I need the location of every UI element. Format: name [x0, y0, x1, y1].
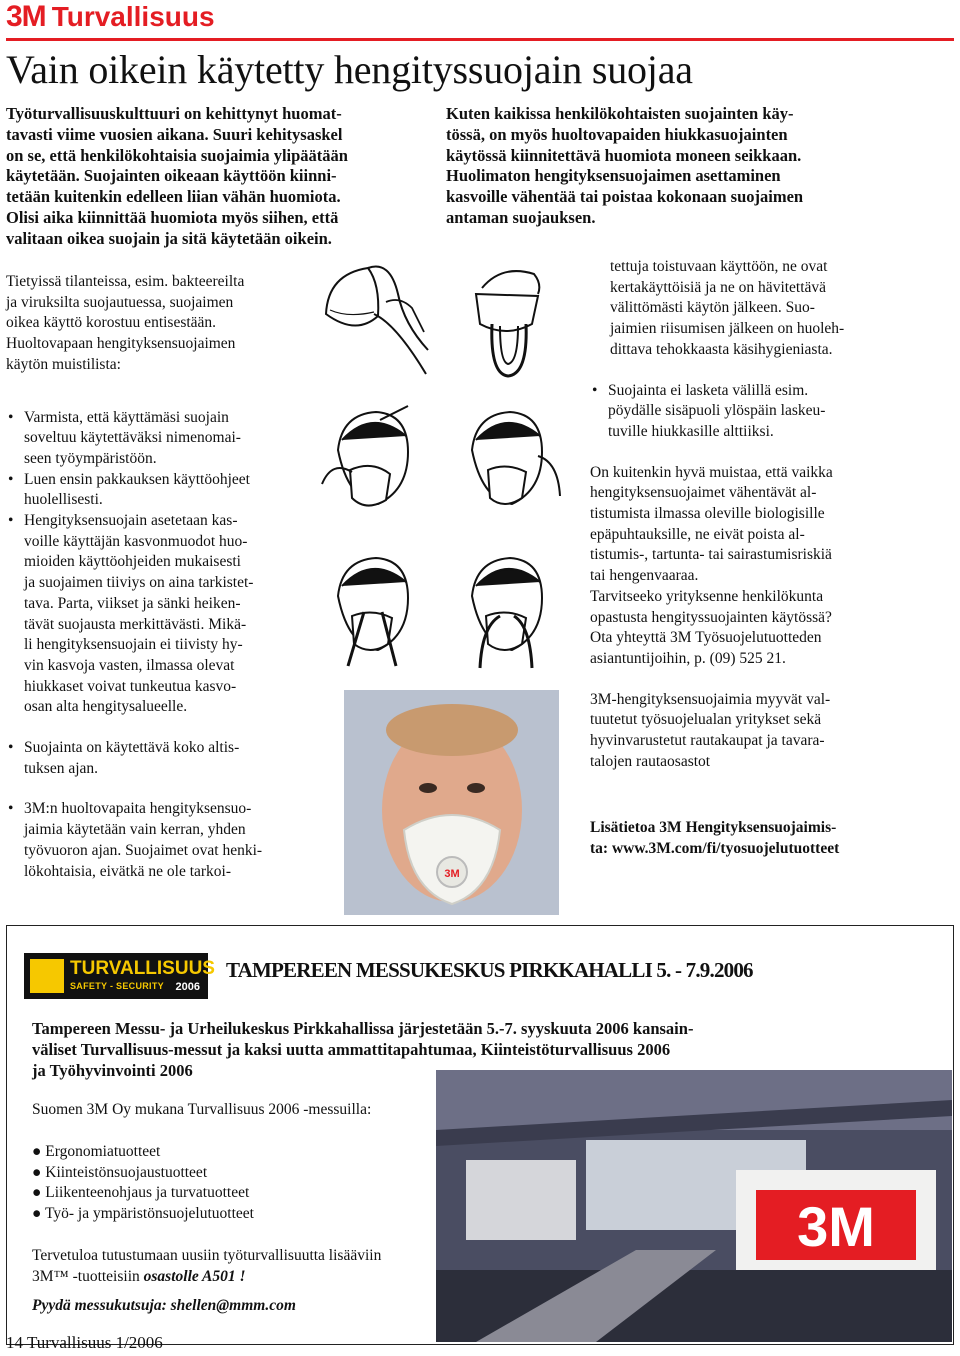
- more-info: Lisätietoa 3M Hengityksensuojaimis- ta: www.3M.com/fi/tyosuojelutuotteet: [590, 818, 862, 859]
- list-item: • Luen ensin pakkauksen käyttöohjeet huolellisesti.: [6, 470, 278, 511]
- intro-line: Olisi aika kiinnittää huomiota myös siihen, että: [6, 207, 339, 227]
- checklist: [6, 799, 278, 882]
- article-headline: Vain oikein käytetty hengityssuojain suojaa: [6, 47, 693, 92]
- intro-line: antaman suojauksen.: [446, 207, 596, 227]
- welcome-text: Tervetuloa tutustumaan uusiin työturvallisuutta lisääviin 3M™ -tuotteisiin osastolle A501 !: [32, 1247, 382, 1285]
- checklist: [6, 738, 278, 779]
- step-6-illustration: [442, 546, 570, 674]
- intro-line: valitaan oikea suojain ja sitä käytetään oikein.: [6, 228, 332, 248]
- step-1-illustration: [308, 254, 436, 382]
- intro-line: tavasti viime vuosien aikana. Suuri kehitysaskel: [6, 124, 343, 144]
- more-info-link[interactable]: ta: www.3M.com/fi/tyosuojelutuotteet: [590, 840, 840, 858]
- body-paragraph: Tietyissä tilanteissa, esim. bakteereilta ja viruksilta suojautuessa, suojaimen oikea käyttö korostuu entisestään. Huoltovapaan hengityksensuojaimen käytön muistilista:: [6, 273, 245, 373]
- list-item: • Suojainta on käytettävä koko altis- tuksen ajan.: [6, 738, 278, 779]
- respirator-instructions: [300, 250, 575, 915]
- right-column: [590, 257, 862, 860]
- page-footer: 14 Turvallisuus 1/2006: [6, 1333, 163, 1352]
- exhibit-intro: Suomen 3M Oy mukana Turvallisuus 2006 -messuilla:: [32, 1101, 372, 1118]
- intro-line: kasvoille vähentää tai poistaa kokonaan suojaimen: [446, 187, 804, 207]
- intro-right: [446, 104, 862, 229]
- intro-line: käytetään. Suojainten oikeaan käyttöön kiinni-: [6, 166, 337, 186]
- masthead: [6, 2, 215, 32]
- masthead-rule: [6, 38, 954, 41]
- mask-3m-logo: 3M: [444, 868, 460, 880]
- checklist: [590, 381, 862, 443]
- intro-left: [6, 104, 420, 250]
- intro-line: Huolimaton hengityksensuojaimen asettaminen: [446, 166, 781, 186]
- contact-email[interactable]: Pyydä messukutsuja: shellen@mmm.com: [32, 1297, 296, 1314]
- list-item: ● Ergonomiatuotteet: [32, 1143, 161, 1160]
- list-item: • Varmista, että käyttämäsi suojain soveltuu käytettäväksi nimenomai- seen työympäristöön.: [6, 408, 278, 470]
- 3m-logo: 3M: [6, 0, 46, 33]
- body-paragraph: 3M-hengityksensuojaimia myyvät val- tuutetut työsuojelualan yritykset sekä hyvinvarustetut rautakaupat ja tavara- talojen rautaosastot: [590, 690, 831, 770]
- intro-line: tetään kuitenkin edelleen liian vähän huomiota.: [6, 187, 341, 207]
- step-4-illustration: [442, 400, 570, 528]
- step-5-illustration: [308, 546, 436, 674]
- man-wearing-respirator-photo: [344, 690, 559, 915]
- event-lead: Tampereen Messu- ja Urheilukeskus Pirkkahallissa järjestetään 5.-7. syyskuuta 2006 kansain- väliset Turvallisuus-messut ja kaksi uutta ammattitapahtumaa, Kiinteistöturvallisuus 2006 ja Työhyvinvointi 2006: [32, 1019, 694, 1080]
- list-item: • Hengityksensuojain asetetaan kas- voille käyttäjän kasvonmuodot huo- mioiden käyttöohjeiden mukaisesti ja suojaimen tiiviys on aina tarkistet- tava. Parta, viikset ja sänki heiken- tävät suojausta merkittävästi. Mikä- li hengityksensuojain ei tiivisty hy- vin kasvoja vasten, ilmassa olevat hiukkaset voivat tunkeutua kasvo- osan alta hengitysalueelle.: [6, 511, 278, 718]
- intro-line: Työturvallisuuskulttuuri on kehittynyt huomat-: [6, 104, 342, 123]
- list-item: ● Liikenteenohjaus ja turvatuotteet: [32, 1184, 250, 1202]
- step-2-illustration: [442, 254, 570, 382]
- continued-bullet-text: tettuja toistuvaan käyttöön, ne ovat kertakäyttöisiä ja ne on hävitettävä välittömästi käytön jälkeen. Suo- jaimien riisumisen jälkeen on huoleh- dittava tehokkaasta käsihygieniasta.: [610, 258, 845, 358]
- body-paragraph: On kuitenkin hyvä muistaa, että vaikka hengityksensuojaimet vähentävät al- tistumista ilmassa oleville biologisille epäpuhtauksille, ne eivät poista al- tistumis-, tartunta- tai sairastumisriskiä tai hengenvaaraa. Tarvitseeko yrityksenne henkilökunta opastusta hengityssuojainten käytössä? Ota yhteyttä 3M Työsuojelutuotteden asiantuntijoihin, p. (09) 525 21.: [590, 463, 833, 667]
- turvallisuus-2006-logo: TURVALLISUUS SAFETY - SECURITY 2006: [24, 953, 208, 999]
- product-list: [32, 1142, 254, 1225]
- list-item: ● Työ- ja ympäristönsuojelutuotteet: [32, 1205, 254, 1223]
- list-item: ● Kiinteistönsuojaustuotteet: [32, 1163, 208, 1181]
- left-column: [6, 272, 278, 882]
- intro-line: käytössä kiinnitettävä huomiota moneen seikkaan.: [446, 145, 802, 165]
- exhibition-hall-photo: [436, 1070, 952, 1342]
- intro-line: Kuten kaikissa henkilökohtaisten suojainten käy-: [446, 104, 794, 123]
- list-item: • Suojainta ei lasketa välillä esim. pöydälle sisäpuoli ylöspäin laskeu- tuville hiukkasille alttiiksi.: [590, 381, 862, 443]
- checklist: [6, 408, 278, 719]
- intro-line: tössä, on myös huoltovapaiden hiukkasuojainten: [446, 124, 788, 144]
- booth-3m-logo: 3M: [797, 1195, 875, 1258]
- step-3-illustration: [308, 400, 436, 528]
- list-item: • 3M:n huoltovapaita hengityksensuo- jaimia käytetään vain kerran, yhden työvuoron ajan. Suojaimet ovat henki- lökohtaisia, eivätkä ne ole tarkoi-: [6, 799, 278, 882]
- magazine-title: Turvallisuus: [51, 1, 215, 32]
- event-title: TAMPEREEN MESSUKESKUS PIRKKAHALLI 5. - 7.9.2006: [226, 958, 753, 982]
- intro-line: on se, että henkilökohtaisia suojaimia ylipäätään: [6, 145, 348, 165]
